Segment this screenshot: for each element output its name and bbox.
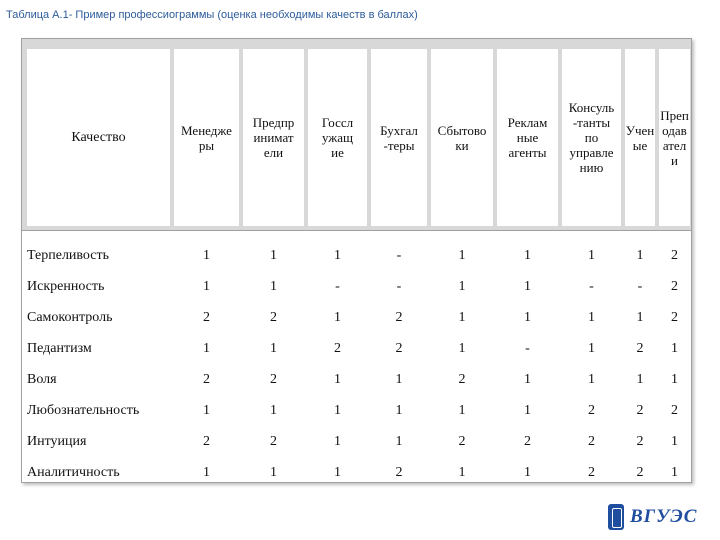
score-cell: 1 [270,247,277,263]
score-cell: 1 [203,402,210,418]
header-quality: Качество [27,49,170,226]
header-profession: Учен ые [625,49,655,226]
header-profession: Преп одав ател и [659,49,690,226]
score-cell: 1 [671,371,678,387]
table-row [22,302,693,333]
score-cell: 1 [588,371,595,387]
score-cell: - [396,247,402,263]
university-emblem-icon [608,504,624,530]
header-profession: Бухгал -теры [371,49,427,226]
score-cell: 2 [588,402,595,418]
quality-name: Самоконтроль [27,309,113,325]
score-cell: 2 [636,433,644,449]
quality-name: Педантизм [27,340,92,356]
score-cell: 2 [334,340,341,356]
score-cell: 2 [588,464,595,480]
table-header [21,38,692,231]
quality-name: Аналитичность [27,464,120,480]
score-cell: 1 [524,402,531,418]
score-cell: 1 [334,247,341,263]
score-cell: 1 [270,278,277,294]
score-cell: 1 [524,278,531,294]
score-cell: 1 [671,433,678,449]
score-cell: 1 [395,402,403,418]
table-row [22,395,693,426]
score-cell: 2 [395,340,403,356]
score-cell: 2 [458,433,466,449]
score-cell: 1 [270,464,277,480]
score-cell: 2 [203,309,210,325]
table-row [22,333,693,364]
table-row [22,271,693,302]
score-cell: 1 [334,464,341,480]
score-cell: - [637,278,643,294]
table-body [21,231,692,483]
score-cell: 1 [458,278,466,294]
score-cell: 1 [671,464,678,480]
score-cell: - [589,278,594,294]
score-cell: 2 [203,433,210,449]
table-row [22,457,693,488]
table-row [22,240,693,271]
header-profession: Реклам ные агенты [497,49,558,226]
score-cell: 1 [588,247,595,263]
score-cell: 2 [270,371,277,387]
score-cell: 2 [671,402,678,418]
score-cell: 1 [671,340,678,356]
score-cell: - [335,278,340,294]
header-profession: Менедже ры [174,49,239,226]
score-cell: 1 [458,247,466,263]
quality-name: Терпеливость [27,247,109,263]
score-cell: 1 [203,278,210,294]
score-cell: 2 [588,433,595,449]
score-cell: 1 [588,340,595,356]
score-cell: 2 [524,433,531,449]
score-cell: 1 [458,340,466,356]
score-cell: 2 [395,309,403,325]
score-cell: 2 [636,340,644,356]
score-cell: 2 [270,309,277,325]
score-cell: 2 [636,402,644,418]
score-cell: - [525,340,530,356]
score-cell: 1 [334,371,341,387]
score-cell: 1 [458,309,466,325]
quality-name: Любознательность [27,402,140,418]
table-row [22,426,693,457]
header-profession: Консуль -танты по управле нию [562,49,621,226]
score-cell: 1 [334,309,341,325]
score-cell: 2 [671,247,678,263]
score-cell: 1 [458,402,466,418]
score-cell: 2 [458,371,466,387]
score-cell: 1 [270,402,277,418]
score-cell: 1 [203,340,210,356]
score-cell: 2 [671,278,678,294]
score-cell: 1 [334,402,341,418]
score-cell: 1 [636,247,644,263]
score-cell: 1 [458,464,466,480]
score-cell: 2 [203,371,210,387]
score-cell: 1 [636,309,644,325]
score-cell: 1 [524,371,531,387]
table-caption: Таблица А.1- Пример профессиограммы (оценка необходимы качеств в баллах) [6,9,418,21]
quality-name: Интуиция [27,433,87,449]
score-cell: 1 [524,464,531,480]
score-cell: - [396,278,402,294]
header-profession: Госсл ужащ ие [308,49,367,226]
logo-text: ВГУЭС [630,506,698,527]
header-profession: Сбытово ки [431,49,493,226]
score-cell: 1 [334,433,341,449]
score-cell: 1 [395,433,403,449]
score-cell: 2 [395,464,403,480]
score-cell: 2 [636,464,644,480]
score-cell: 1 [395,371,403,387]
quality-name: Искренность [27,278,105,294]
score-cell: 1 [203,247,210,263]
score-cell: 1 [524,247,531,263]
quality-name: Воля [27,371,57,387]
score-cell: 1 [270,340,277,356]
profession-table [21,38,692,483]
score-cell: 2 [671,309,678,325]
score-cell: 1 [636,371,644,387]
university-logo [608,504,697,530]
score-cell: 2 [270,433,277,449]
score-cell: 1 [203,464,210,480]
score-cell: 1 [588,309,595,325]
header-profession: Предпр инимат ели [243,49,304,226]
score-cell: 1 [524,309,531,325]
table-row [22,364,693,395]
